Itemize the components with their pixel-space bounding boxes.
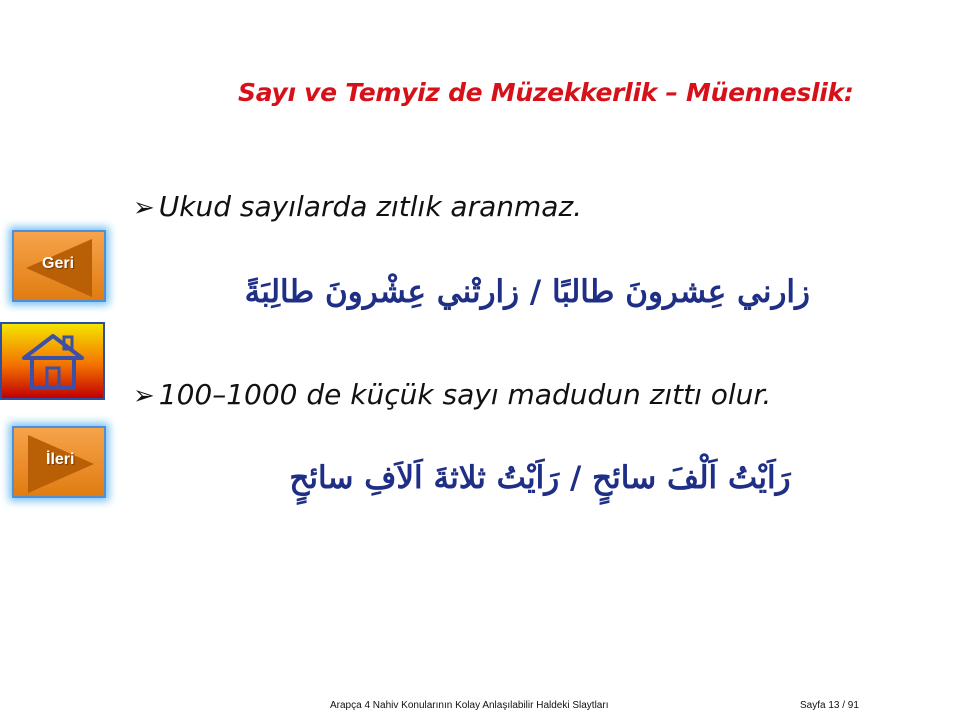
- slide-title: Sayı ve Temyiz de Müzekkerlik – Müenneslik:: [238, 78, 854, 107]
- arabic-example-2: رَاَيْتُ اَلْفَ سائحٍ / رَاَيْتُ ثلاثةَ اَلاَفِ سائحٍ: [289, 460, 791, 496]
- page-number: Sayfa 13 / 91: [800, 700, 859, 711]
- bullet-item-1: [133, 190, 853, 234]
- arabic-example-1: زارني عِشرونَ طالبًا / زارتْني عِشْرونَ طالِبَةً: [244, 274, 810, 310]
- home-button[interactable]: [0, 322, 105, 400]
- arrow-bullet-icon: ➢: [133, 381, 155, 411]
- bullet-item-2: [133, 378, 853, 422]
- footer-caption: Arapça 4 Nahiv Konularının Kolay Anlaşılabilir Haldeki Slaytları: [330, 700, 609, 711]
- bullet-text-2: 100–1000 de küçük sayı madudun zıttı olur.: [158, 378, 772, 411]
- back-button[interactable]: [12, 230, 106, 302]
- arrow-bullet-icon: ➢: [133, 193, 155, 223]
- back-button-label: Geri: [42, 255, 75, 272]
- house-icon: [2, 324, 103, 398]
- bullet-text-1: Ukud sayılarda zıtlık aranmaz.: [158, 190, 583, 223]
- next-button-label: İleri: [46, 451, 75, 468]
- next-button[interactable]: [12, 426, 106, 498]
